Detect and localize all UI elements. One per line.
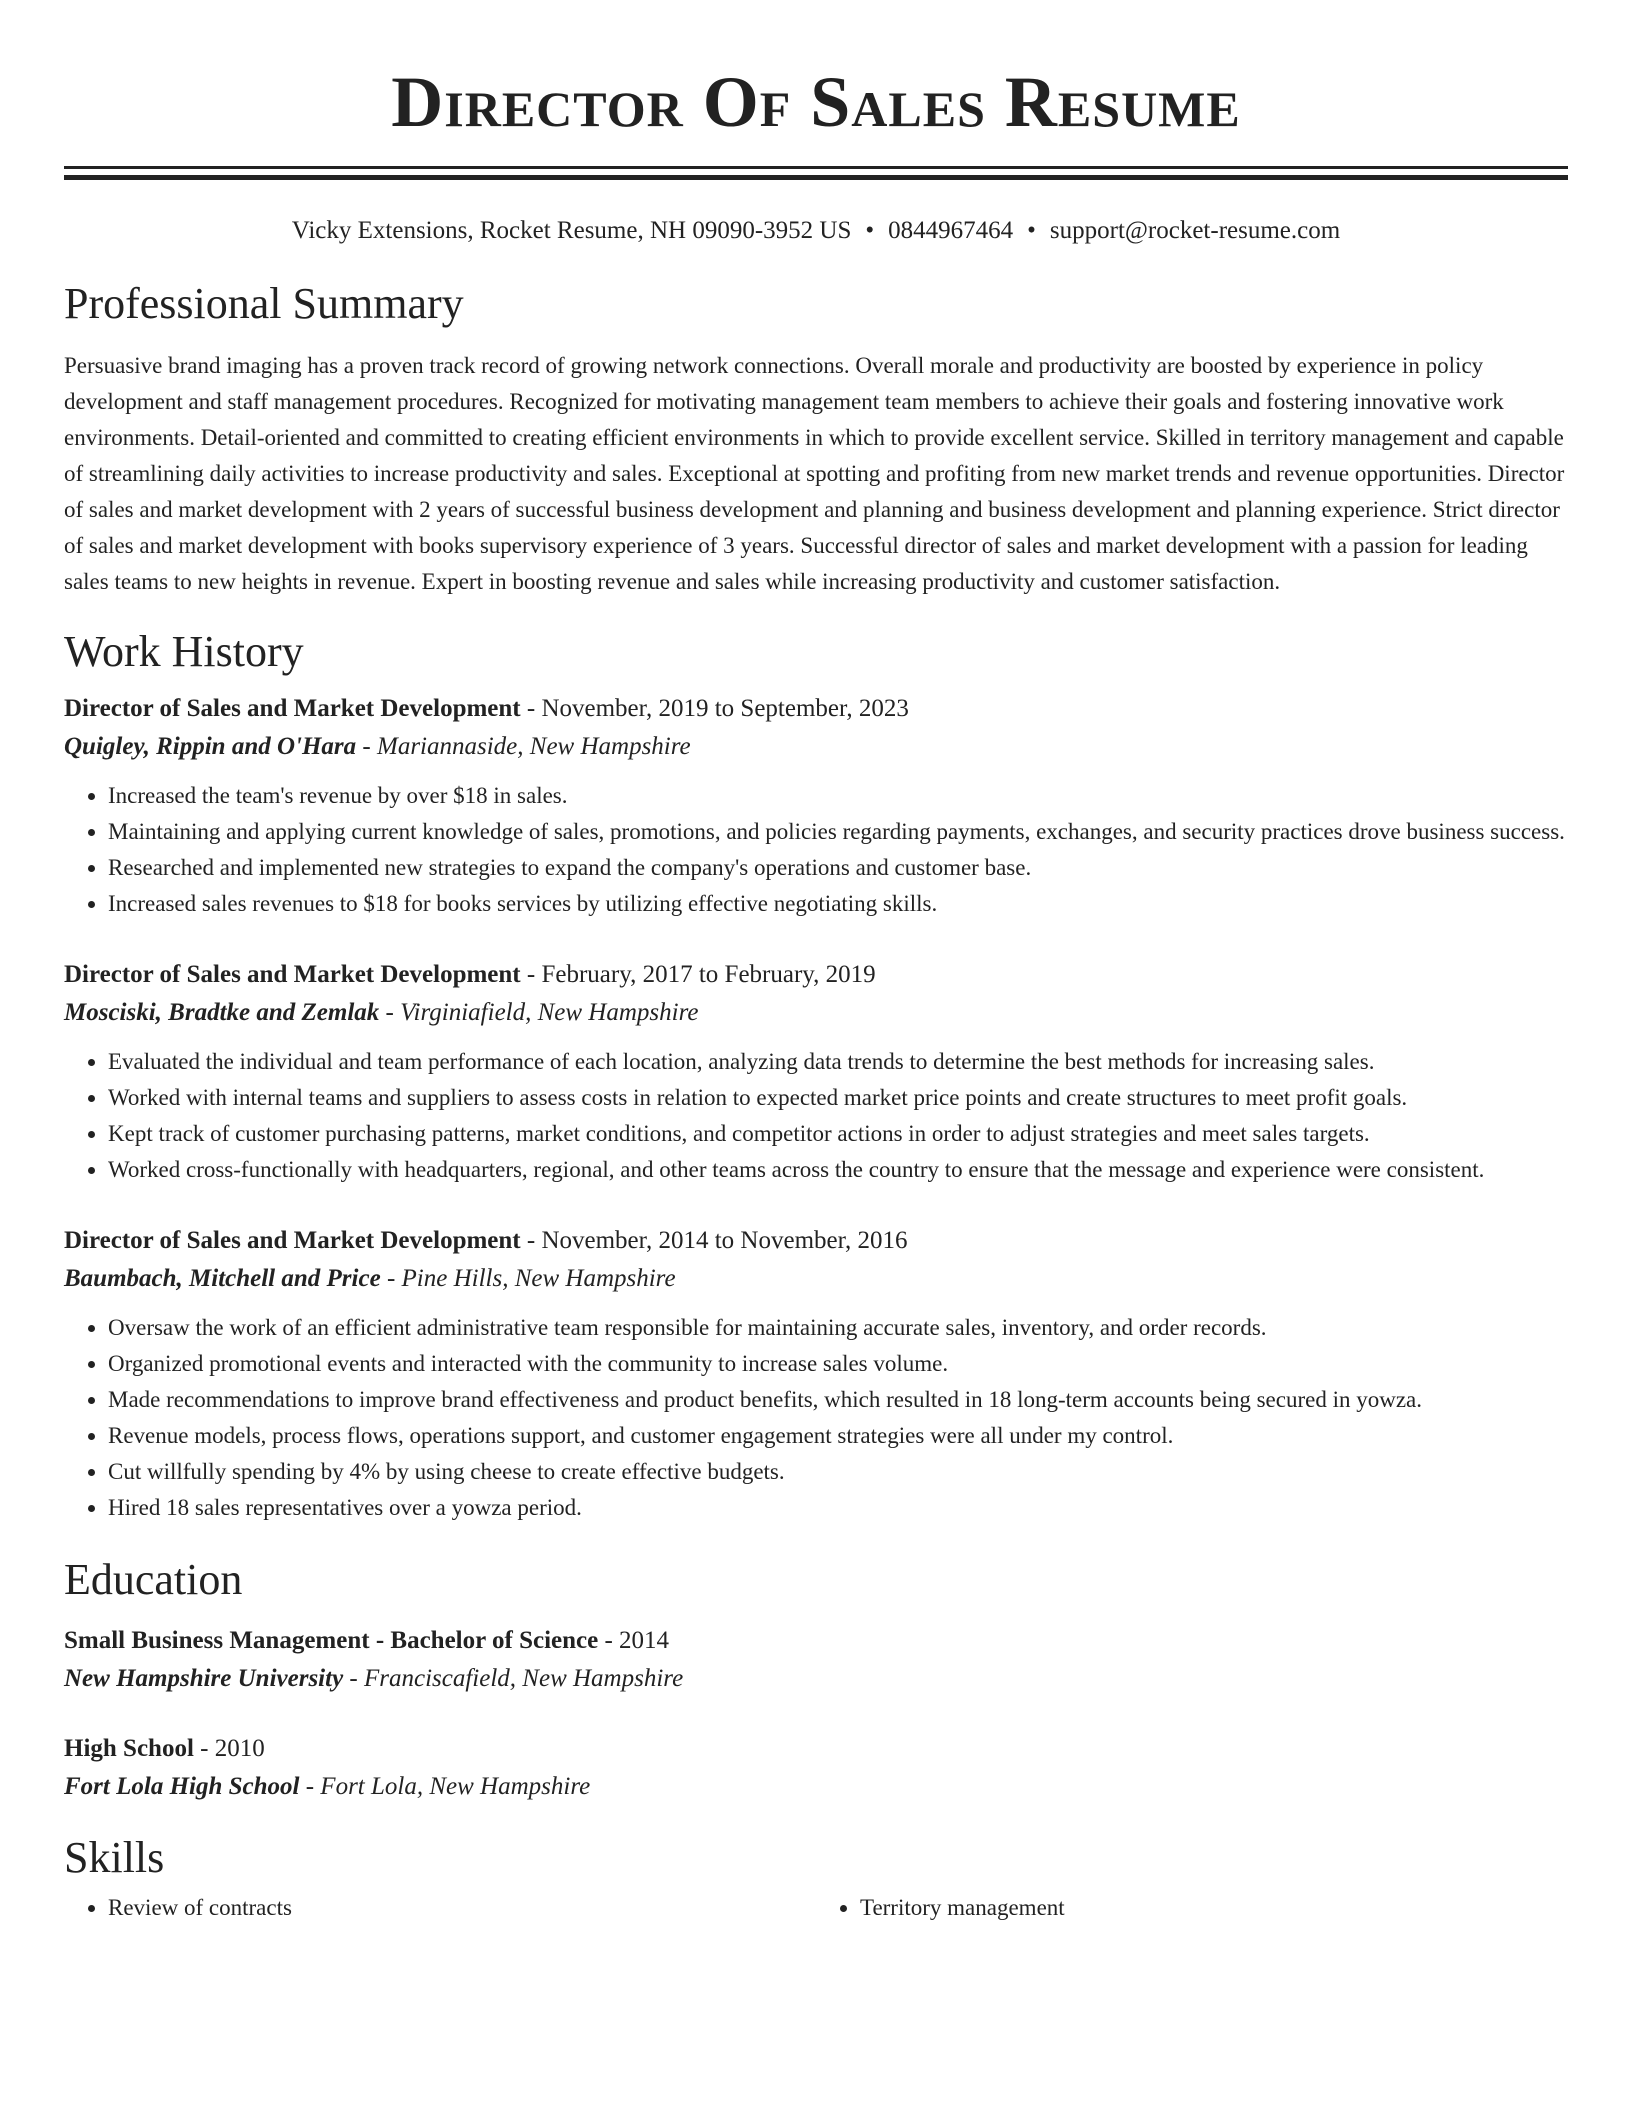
job-header (64, 692, 1568, 726)
job-location: - Pine Hills, New Hampshire (380, 1265, 676, 1292)
job-employer (64, 996, 1568, 1030)
list-item: • Worked cross-functionally with headquarters, regional, and other teams across the country to ensure that the message and experience were consistent. (108, 1152, 1568, 1188)
summary-text: Persuasive brand imaging has a proven track record of growing network connections. Overall morale and productivity are boosted by experience in policy development and staff management procedures. Recognized for motivating management team members to achieve their goals and fostering innovative work environments. Detail-oriented and committed to creating efficient environments in which to provide excellent service. Skilled in territory management and capable of streamlining daily activities to increase productivity and sales. Exceptional at spotting and profiting from new market trends and revenue opportunities. Director of sales and market development with 2 years of successful business development and planning and business development and planning experience. Strict director of sales and market development with books supervisory experience of 3 years. Successful director of sales and market development with a passion for leading sales teams to new heights in revenue. Expert in boosting revenue and sales while increasing productivity and customer satisfaction. (64, 353, 1565, 594)
job-dates: - November, 2014 to November, 2016 (520, 1227, 908, 1254)
education-year: - 2010 (193, 1735, 265, 1762)
job-bullets (64, 1310, 1568, 1526)
education-school: New Hampshire University (64, 1665, 344, 1692)
education-school-line (64, 1770, 1568, 1804)
list-item: • Hired 18 sales representatives over a yowza period. (108, 1490, 1568, 1526)
list-item: • Increased the team's revenue by over $18 in sales. (108, 778, 1568, 814)
education-school: Fort Lola High School (64, 1773, 300, 1800)
job-role: Director of Sales and Market Development (64, 1227, 521, 1254)
job-entry (64, 1224, 1568, 1526)
skills-left-list (64, 1890, 816, 1926)
job-header (64, 958, 1568, 992)
education-heading: Education (64, 1555, 243, 1604)
job-dates: - November, 2019 to September, 2023 (520, 695, 909, 722)
list-item: • Organized promotional events and interacted with the community to increase sales volume. (108, 1346, 1568, 1382)
job-dates: - February, 2017 to February, 2019 (520, 961, 876, 988)
job-role: Director of Sales and Market Development (64, 695, 521, 722)
contact-separator: • (865, 217, 875, 244)
list-item: • Evaluated the individual and team performance of each location, analyzing data trends to determine the best methods for increasing sales. (108, 1044, 1568, 1080)
resume-title: Director Of Sales Resume (391, 62, 1241, 142)
education-location: - Franciscafield, New Hampshire (343, 1665, 684, 1692)
contact-line (64, 216, 1568, 246)
list-item: • Researched and implemented new strategies to expand the company's operations and customer base. (108, 850, 1568, 886)
education-entry (64, 1732, 1568, 1804)
job-location: - Mariannaside, New Hampshire (356, 733, 691, 760)
contact-phone: 0844967464 (888, 217, 1014, 244)
list-item: • Worked with internal teams and suppliers to assess costs in relation to expected market price points and create structures to meet profit goals. (108, 1080, 1568, 1116)
job-header (64, 1224, 1568, 1258)
list-item: • Revenue models, process flows, operations support, and customer engagement strategies were all under my control. (108, 1418, 1568, 1454)
job-company: Quigley, Rippin and O'Hara (64, 733, 357, 760)
job-location: - Virginiafield, New Hampshire (379, 999, 699, 1026)
title-rule-bottom (64, 175, 1568, 180)
skills-heading: Skills (64, 1833, 165, 1882)
contact-email: support@rocket-resume.com (1049, 217, 1341, 244)
job-employer (64, 730, 1568, 764)
contact-address: Vicky Extensions, Rocket Resume, NH 09090-3952 US (291, 217, 852, 244)
education-header (64, 1624, 1568, 1658)
education-school-line (64, 1662, 1568, 1696)
work-history-heading: Work History (64, 627, 304, 676)
education-year: - 2014 (598, 1627, 670, 1654)
education-header (64, 1732, 1568, 1766)
job-bullets (64, 778, 1568, 922)
list-item: • Made recommendations to improve brand effectiveness and product benefits, which resulted in 18 long-term accounts being secured in yowza. (108, 1382, 1568, 1418)
job-employer (64, 1262, 1568, 1296)
education-degree: High School (64, 1735, 194, 1762)
contact-separator: • (1027, 217, 1036, 244)
job-entry (64, 958, 1568, 1188)
list-item: • Review of contracts (108, 1890, 816, 1926)
job-company: Mosciski, Bradtke and Zemlak (64, 999, 380, 1026)
title-rule-top (64, 166, 1568, 169)
job-company: Baumbach, Mitchell and Price (64, 1265, 381, 1292)
education-degree: Small Business Management - Bachelor of Science (64, 1627, 599, 1654)
list-item: • Increased sales revenues to $18 for books services by utilizing effective negotiating skills. (108, 886, 1568, 922)
job-entry (64, 692, 1568, 922)
job-bullets (64, 1044, 1568, 1188)
skills-columns (64, 1890, 1568, 1926)
list-item: • Cut willfully spending by 4% by using cheese to create effective budgets. (108, 1454, 1568, 1490)
list-item: • Territory management (860, 1890, 1568, 1926)
education-location: - Fort Lola, New Hampshire (299, 1773, 591, 1800)
summary-heading: Professional Summary (64, 279, 464, 328)
skills-right-list (816, 1890, 1568, 1926)
list-item: • Kept track of customer purchasing patterns, market conditions, and competitor actions in order to adjust strategies and meet sales targets. (108, 1116, 1568, 1152)
education-entry (64, 1624, 1568, 1696)
list-item: • Maintaining and applying current knowledge of sales, promotions, and policies regarding payments, exchanges, and security practices drove business success. (108, 814, 1568, 850)
job-role: Director of Sales and Market Development (64, 961, 521, 988)
list-item: • Oversaw the work of an efficient administrative team responsible for maintaining accurate sales, inventory, and order records. (108, 1310, 1568, 1346)
